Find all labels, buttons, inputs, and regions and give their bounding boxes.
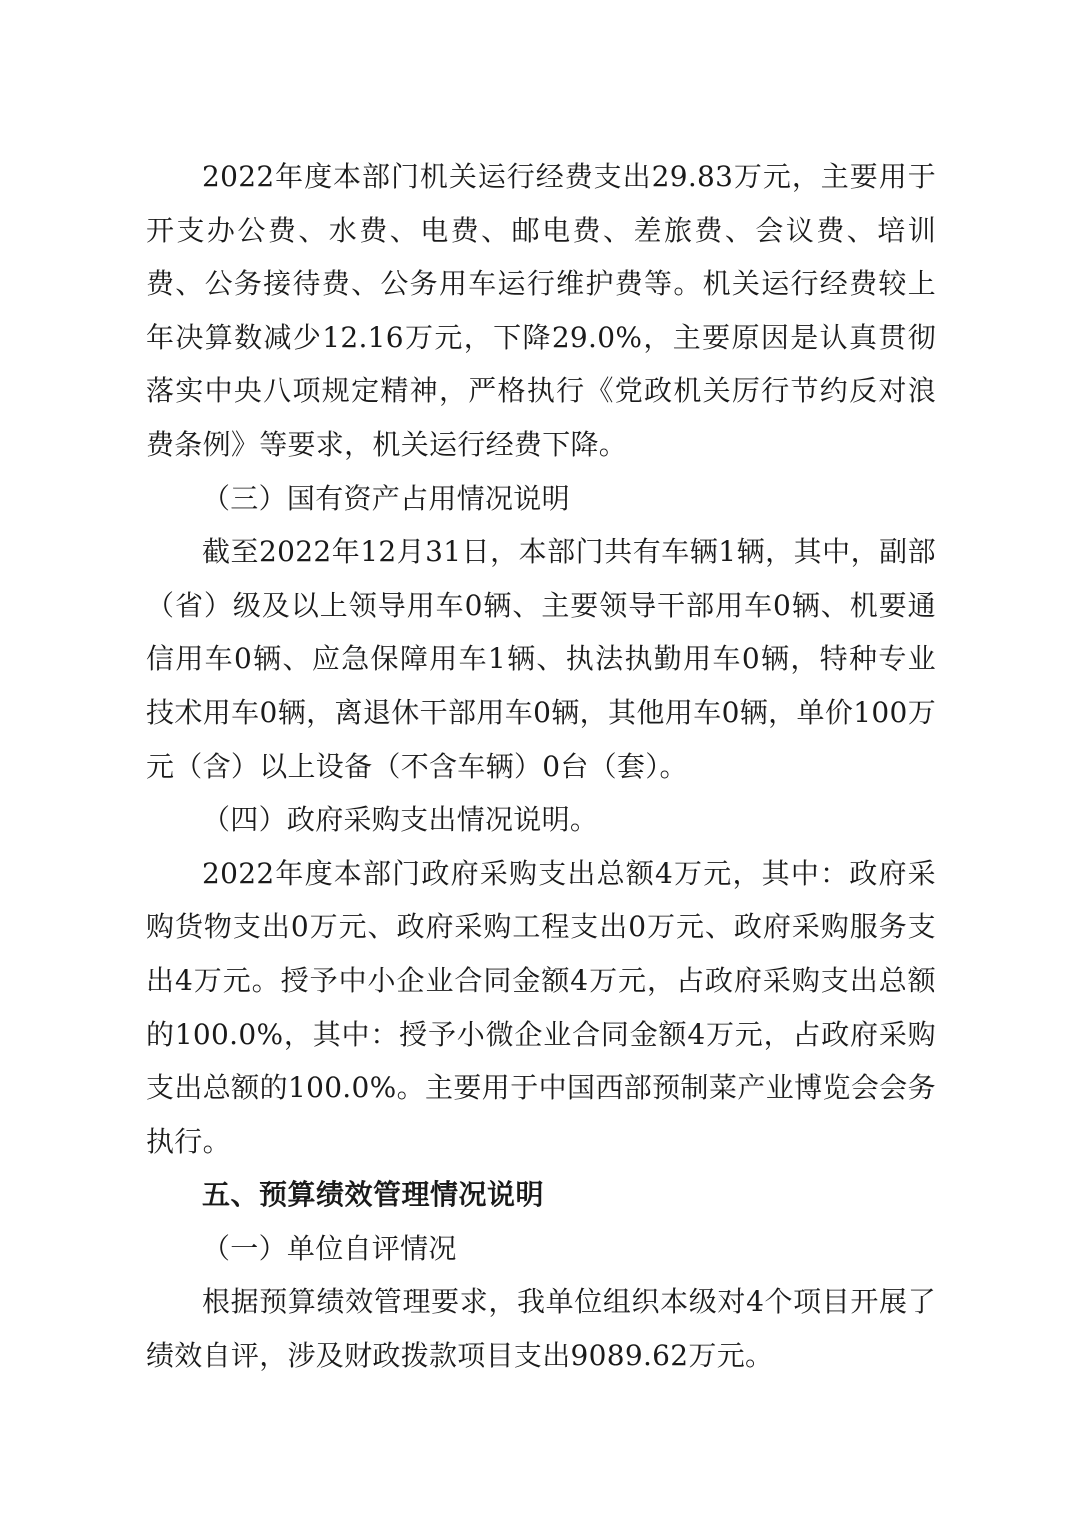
heading-state-assets: （三）国有资产占用情况说明 [202,481,570,515]
heading-government-procurement: （四）政府采购支出情况说明。 [202,803,599,837]
heading-budget-performance: 五、预算绩效管理情况说明 [202,1178,545,1212]
document-body [146,150,936,1383]
heading-self-evaluation: （一）单位自评情况 [202,1231,457,1265]
paragraph-procurement: 2022年度本部门政府采购支出总额4万元，其中：政府采购货物支出0万元、政府采购工程支出0万元、政府采购服务支出4万元。授予中小企业合同金额4万元，占政府采购支出总额的100.0%，其中：授予小微企业合同金额4万元，占政府采购支出总额的100.0%。主要用于中国西部预制菜产业博览会会务执行。 [146,856,936,1158]
paragraph-vehicles: 截至2022年12月31日，本部门共有车辆1辆，其中，副部（省）级及以上领导用车0辆、主要领导干部用车0辆、机要通信用车0辆、应急保障用车1辆、执法执勤用车0辆，特种专业技术用车0辆，离退休干部用车0辆，其他用车0辆，单价100万元（含）以上设备（不含车辆）0台（套）。 [146,535,936,783]
paragraph-operating-expenses: 2022年度本部门机关运行经费支出29.83万元，主要用于开支办公费、水费、电费、邮电费、差旅费、会议费、培训费、公务接待费、公务用车运行维护费等。机关运行经费较上年决算数减少12.16万元，下降29.0%，主要原因是认真贯彻落实中央八项规定精神，严格执行《党政机关厉行节约反对浪费条例》等要求，机关运行经费下降。 [146,160,936,461]
paragraph-self-evaluation: 根据预算绩效管理要求，我单位组织本级对4个项目开展了绩效自评，涉及财政拨款项目支出9089.62万元。 [146,1285,936,1373]
